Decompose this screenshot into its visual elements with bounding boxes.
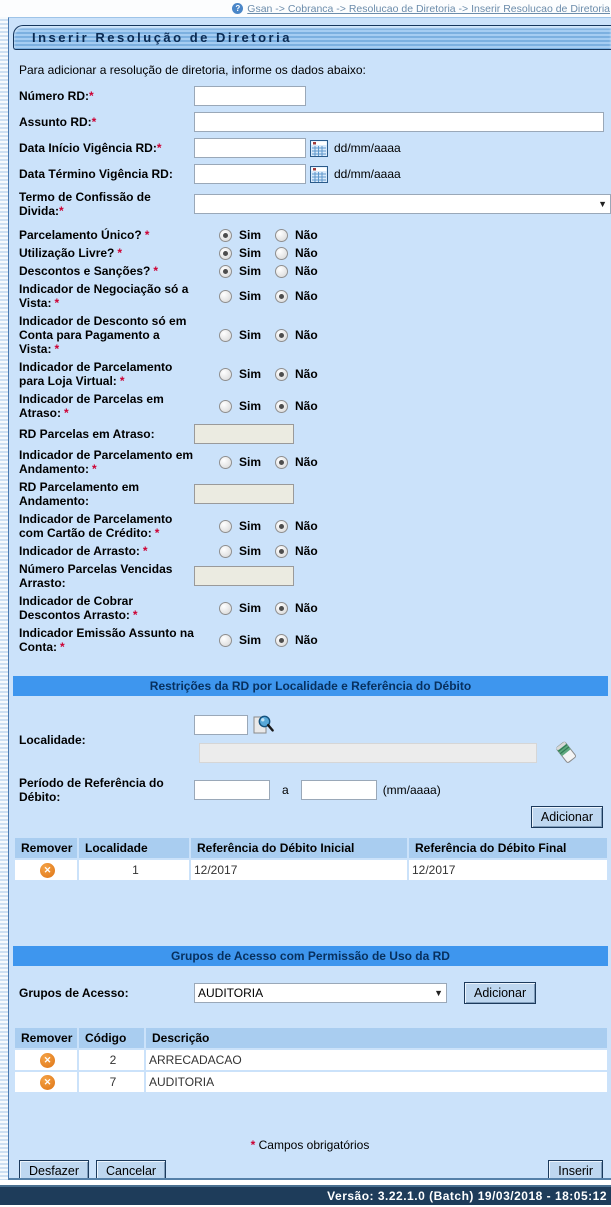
required-marker: * bbox=[142, 544, 148, 558]
col-descricao: Descrição bbox=[146, 1028, 607, 1048]
col-codigo: Código bbox=[79, 1028, 144, 1048]
field-label: Termo de Confissão de Divida: bbox=[19, 190, 151, 218]
radio-nao-label: Não bbox=[295, 633, 318, 647]
field-label: Indicador de Parcelas em Atraso: bbox=[19, 392, 164, 420]
radio-nao[interactable] bbox=[275, 368, 288, 381]
field-emissao-assunto-conta bbox=[9, 626, 611, 654]
col-remover: Remover bbox=[15, 1028, 77, 1048]
field-periodo-referencia bbox=[9, 776, 611, 804]
assunto-rd-input[interactable] bbox=[194, 112, 604, 132]
radio-nao[interactable] bbox=[275, 290, 288, 303]
required-marker: * bbox=[156, 141, 162, 155]
date-format-hint: dd/mm/aaaa bbox=[334, 167, 401, 181]
field-label: RD Parcelamento em Andamento: bbox=[19, 480, 140, 508]
radio-sim[interactable] bbox=[219, 229, 232, 242]
radio-sim-label: Sim bbox=[239, 367, 262, 381]
required-marker: * bbox=[119, 374, 125, 388]
radio-sim[interactable] bbox=[219, 545, 232, 558]
restricoes-table bbox=[13, 836, 609, 882]
cell-ref-final: 12/2017 bbox=[409, 860, 607, 880]
field-label: Indicador de Arrasto: bbox=[19, 544, 140, 558]
field-label: Data Início Vigência RD: bbox=[19, 141, 157, 155]
adicionar-restricao-button[interactable]: Adicionar bbox=[531, 806, 603, 828]
field-label: Indicador Emissão Assunto na Conta: bbox=[19, 626, 194, 654]
radio-sim[interactable] bbox=[219, 247, 232, 260]
date-format-hint: dd/mm/aaaa bbox=[334, 141, 401, 155]
required-marker: * bbox=[92, 462, 97, 476]
radio-sim[interactable] bbox=[219, 634, 232, 647]
field-data-termino bbox=[9, 164, 611, 184]
radio-nao-label: Não bbox=[295, 399, 318, 413]
table-header-row bbox=[15, 838, 607, 858]
rd-parcelas-atraso-input bbox=[194, 424, 294, 444]
col-localidade: Localidade bbox=[79, 838, 189, 858]
col-ref-final: Referência do Débito Final bbox=[409, 838, 607, 858]
radio-sim-label: Sim bbox=[239, 455, 262, 469]
radio-sim[interactable] bbox=[219, 290, 232, 303]
numero-rd-input[interactable] bbox=[194, 86, 306, 106]
field-label: Utilização Livre? bbox=[19, 246, 115, 260]
inserir-button[interactable]: Inserir bbox=[548, 1160, 603, 1180]
field-parcelamento-unico bbox=[9, 228, 611, 242]
main-content bbox=[8, 17, 611, 1180]
field-negociacao-vista bbox=[9, 282, 611, 310]
field-label: RD Parcelas em Atraso: bbox=[19, 427, 155, 441]
section-restricoes: Restrições da RD por Localidade e Referência do Débito bbox=[13, 676, 608, 696]
required-marker: * bbox=[60, 640, 65, 654]
required-marker: * bbox=[91, 115, 97, 129]
field-utilizacao-livre bbox=[9, 246, 611, 260]
field-cartao-credito bbox=[9, 512, 611, 540]
cell-localidade: 1 bbox=[79, 860, 189, 880]
field-rd-parcelamento-andamento bbox=[9, 480, 611, 508]
termo-confissao-select[interactable] bbox=[194, 194, 611, 214]
radio-nao[interactable] bbox=[275, 520, 288, 533]
field-label: Período de Referência do Débito: bbox=[19, 776, 164, 804]
breadcrumb-trail[interactable]: Gsan -> Cobranca -> Resolucao de Diretoria -> Inserir Resolucao de Diretoria bbox=[247, 2, 610, 15]
note-text: Campos obrigatórios bbox=[258, 1138, 370, 1152]
field-label: Assunto RD: bbox=[19, 115, 92, 129]
eraser-icon[interactable] bbox=[555, 740, 577, 766]
radio-sim-label: Sim bbox=[239, 289, 262, 303]
field-arrasto bbox=[9, 544, 611, 558]
status-bar bbox=[0, 1185, 611, 1205]
required-marker: * bbox=[117, 246, 123, 260]
radio-nao-label: Não bbox=[295, 601, 318, 615]
required-marker: * bbox=[89, 89, 94, 103]
cell-descricao: AUDITORIA bbox=[146, 1072, 607, 1092]
radio-nao-label: Não bbox=[295, 246, 318, 260]
cell-codigo: 7 bbox=[79, 1072, 144, 1092]
help-icon[interactable]: ? bbox=[232, 3, 243, 14]
grupos-acesso-select[interactable] bbox=[194, 983, 447, 1003]
field-label: Indicador de Parcelamento para Loja Virtual: bbox=[19, 360, 173, 388]
radio-nao[interactable] bbox=[275, 265, 288, 278]
radio-nao-label: Não bbox=[295, 289, 318, 303]
field-rd-parcelas-atraso bbox=[9, 424, 611, 444]
periodo-separator: a bbox=[282, 783, 289, 797]
radio-nao-label: Não bbox=[295, 328, 318, 342]
version-text: Versão: 3.22.1.0 (Batch) 19/03/2018 - 18:05:12 bbox=[327, 1189, 607, 1203]
field-label: Número RD: bbox=[19, 89, 90, 103]
radio-nao[interactable] bbox=[275, 602, 288, 615]
page-title: Inserir Resolução de Diretoria bbox=[13, 25, 611, 50]
required-marker: * bbox=[144, 228, 150, 242]
adicionar-grupo-button[interactable]: Adicionar bbox=[464, 982, 536, 1004]
table-header-row bbox=[15, 1028, 607, 1048]
cancelar-button[interactable]: Cancelar bbox=[96, 1160, 166, 1180]
table-row bbox=[15, 1050, 607, 1070]
radio-sim-label: Sim bbox=[239, 601, 262, 615]
radio-nao[interactable] bbox=[275, 400, 288, 413]
field-numero-rd bbox=[9, 86, 611, 106]
breadcrumb bbox=[0, 0, 611, 17]
radio-nao-label: Não bbox=[295, 544, 318, 558]
radio-sim-label: Sim bbox=[239, 399, 262, 413]
radio-sim-label: Sim bbox=[239, 328, 262, 342]
remove-icon[interactable]: ✕ bbox=[40, 1075, 55, 1090]
field-grupos-acesso bbox=[9, 982, 611, 1004]
field-cobrar-descontos-arrasto bbox=[9, 594, 611, 622]
radio-nao-label: Não bbox=[295, 228, 318, 242]
grupos-table bbox=[13, 1026, 609, 1094]
field-desconto-conta-vista bbox=[9, 314, 611, 356]
periodo-format-hint: (mm/aaaa) bbox=[382, 783, 441, 797]
field-label: Número Parcelas Vencidas Arrasto: bbox=[19, 562, 173, 590]
localidade-input[interactable] bbox=[194, 715, 248, 735]
radio-nao[interactable] bbox=[275, 456, 288, 469]
data-termino-input[interactable] bbox=[194, 164, 306, 184]
radio-nao-label: Não bbox=[295, 519, 318, 533]
radio-sim[interactable] bbox=[219, 456, 232, 469]
required-marker: * bbox=[64, 406, 69, 420]
field-termo-confissao bbox=[9, 190, 611, 218]
field-label: Indicador de Negociação só a Vista: bbox=[19, 282, 189, 310]
radio-nao[interactable] bbox=[275, 247, 288, 260]
section-grupos-acesso: Grupos de Acesso com Permissão de Uso da RD bbox=[13, 946, 608, 966]
radio-sim[interactable] bbox=[219, 265, 232, 278]
desfazer-button[interactable]: Desfazer bbox=[19, 1160, 89, 1180]
periodo-inicial-input[interactable] bbox=[194, 780, 270, 800]
data-inicio-input[interactable] bbox=[194, 138, 306, 158]
cell-descricao: ARRECADACAO bbox=[146, 1050, 607, 1070]
parcelas-vencidas-arrasto-input bbox=[194, 566, 294, 586]
chevron-down-icon: ▼ bbox=[434, 988, 443, 998]
action-buttons bbox=[9, 1160, 611, 1180]
radio-sim-label: Sim bbox=[239, 633, 262, 647]
selected-value: AUDITORIA bbox=[198, 986, 264, 1000]
field-label: Localidade: bbox=[19, 733, 86, 747]
required-marker: * bbox=[59, 204, 64, 218]
remove-icon[interactable]: ✕ bbox=[40, 1053, 55, 1068]
field-label: Indicador de Parcelamento em Andamento: bbox=[19, 448, 194, 476]
radio-sim[interactable] bbox=[219, 602, 232, 615]
radio-nao-label: Não bbox=[295, 455, 318, 469]
intro-text: Para adicionar a resolução de diretoria, informe os dados abaixo: bbox=[19, 63, 366, 77]
radio-nao-label: Não bbox=[295, 264, 318, 278]
required-marker: * bbox=[250, 1138, 256, 1152]
radio-nao[interactable] bbox=[275, 329, 288, 342]
field-parcelamento-andamento bbox=[9, 448, 611, 476]
field-label: Parcelamento Único? bbox=[19, 228, 142, 242]
rd-parcelamento-andamento-input bbox=[194, 484, 294, 504]
field-label: Indicador de Cobrar Descontos Arrasto: bbox=[19, 594, 134, 622]
radio-nao[interactable] bbox=[275, 545, 288, 558]
radio-sim-label: Sim bbox=[239, 519, 262, 533]
radio-sim[interactable] bbox=[219, 400, 232, 413]
radio-nao[interactable] bbox=[275, 634, 288, 647]
required-marker: * bbox=[154, 526, 160, 540]
required-marker: * bbox=[132, 608, 138, 622]
field-label: Indicador de Parcelamento com Cartão de Crédito: bbox=[19, 512, 173, 540]
field-label: Descontos e Sanções? bbox=[19, 264, 151, 278]
radio-sim-label: Sim bbox=[239, 228, 262, 242]
remove-icon[interactable]: ✕ bbox=[40, 863, 55, 878]
localidade-nome-display bbox=[199, 743, 537, 763]
radio-sim[interactable] bbox=[219, 368, 232, 381]
field-descontos-sancoes bbox=[9, 264, 611, 278]
calendar-icon[interactable] bbox=[310, 166, 328, 183]
required-marker: * bbox=[54, 342, 60, 356]
required-marker: * bbox=[54, 296, 60, 310]
periodo-final-input[interactable] bbox=[301, 780, 377, 800]
field-label: Indicador de Desconto só em Conta para Pagamento a Vista: bbox=[19, 314, 187, 356]
field-parcelas-vencidas-arrasto bbox=[9, 562, 611, 590]
field-assunto-rd bbox=[9, 112, 611, 132]
field-parcelas-atraso bbox=[9, 392, 611, 420]
radio-sim[interactable] bbox=[219, 520, 232, 533]
field-localidade bbox=[9, 714, 611, 766]
radio-sim-label: Sim bbox=[239, 264, 262, 278]
chevron-down-icon: ▼ bbox=[598, 199, 607, 209]
radio-sim[interactable] bbox=[219, 329, 232, 342]
field-data-inicio bbox=[9, 138, 611, 158]
required-fields-note bbox=[9, 1138, 611, 1152]
radio-sim-label: Sim bbox=[239, 544, 262, 558]
radio-nao[interactable] bbox=[275, 229, 288, 242]
col-remover: Remover bbox=[15, 838, 77, 858]
col-ref-inicial: Referência do Débito Inicial bbox=[191, 838, 407, 858]
field-label: Data Término Vigência RD: bbox=[19, 167, 173, 181]
field-label: Grupos de Acesso: bbox=[19, 986, 129, 1000]
radio-sim-label: Sim bbox=[239, 246, 262, 260]
table-row bbox=[15, 1072, 607, 1092]
required-marker: * bbox=[153, 264, 159, 278]
cell-ref-inicial: 12/2017 bbox=[191, 860, 407, 880]
field-loja-virtual bbox=[9, 360, 611, 388]
radio-nao-label: Não bbox=[295, 367, 318, 381]
search-icon[interactable] bbox=[252, 714, 274, 736]
table-row bbox=[15, 860, 607, 880]
calendar-icon[interactable] bbox=[310, 140, 328, 157]
cell-codigo: 2 bbox=[79, 1050, 144, 1070]
left-stripe-gutter bbox=[0, 17, 8, 1180]
